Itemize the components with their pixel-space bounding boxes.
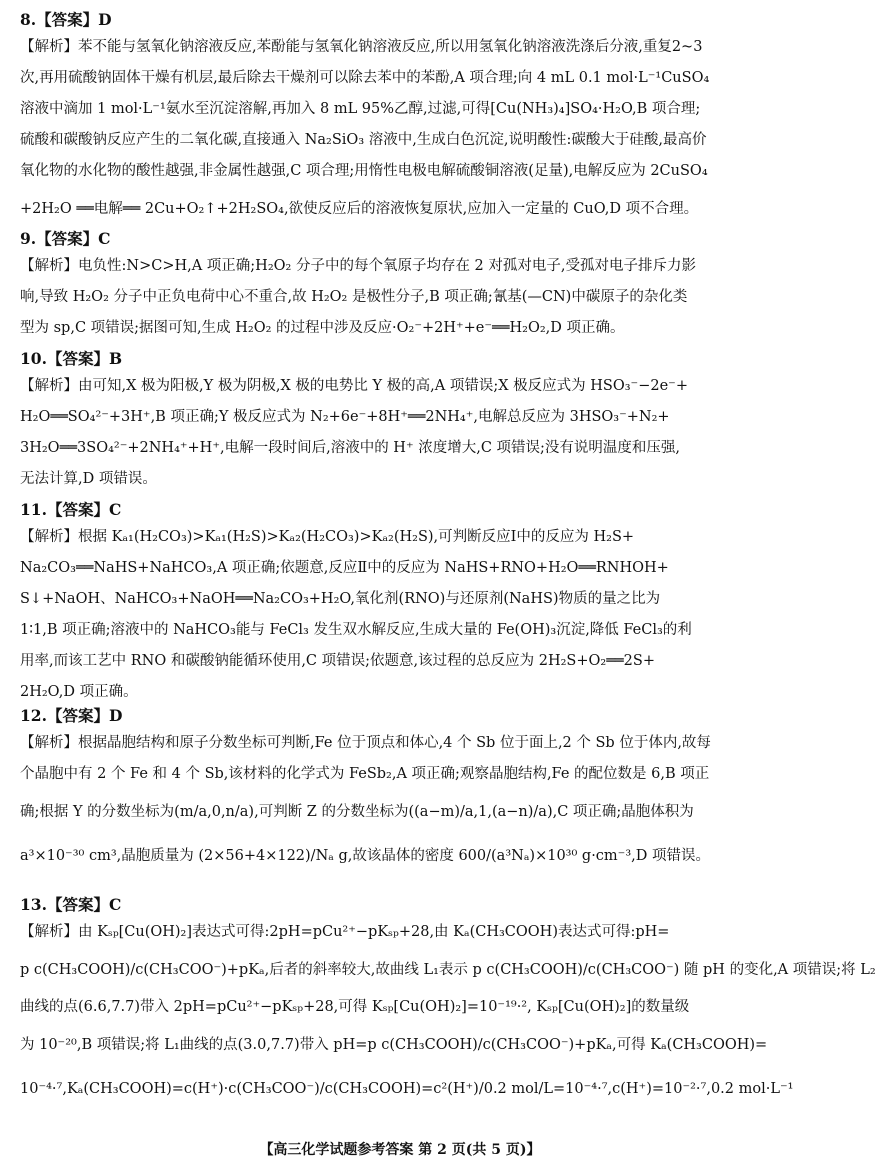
explanation-line: 【解析】由 Kₛₚ[Cu(OH)₂]表达式可得:2pH=pCu²⁺−pKₛₚ+28,由 Kₐ(CH₃COOH)表达式可得:pH= — [20, 924, 670, 940]
explanation-line: 10⁻⁴·⁷,Kₐ(CH₃COOH)=c(H⁺)·c(CH₃COO⁻)/c(CH₃COOH)=c²(H⁺)/0.2 mol/L=10⁻⁴·⁷,c(H⁺)=10⁻²·⁷,0.2 mol·L⁻¹ — [20, 1081, 794, 1097]
explanation-line: 无法计算,D 项错误。 — [20, 471, 157, 487]
answer-header: 13.【答案】C — [20, 895, 122, 914]
explanation-line: 3H₂O══3SO₄²⁻+2NH₄⁺+H⁺,电解一段时间后,溶液中的 H⁺ 浓度增大,C 项错误;没有说明温度和压强, — [20, 440, 681, 456]
explanation-line: 响,导致 H₂O₂ 分子中正负电荷中心不重合,故 H₂O₂ 是极性分子,B 项正确;氰基(—CN)中碳原子的杂化类 — [20, 289, 688, 305]
question-11 — [20, 498, 785, 708]
explanation-line: 曲线的点(6.6,7.7)带入 2pH=pCu²⁺−pKₛₚ+28,可得 Kₛₚ[Cu(OH)₂]=10⁻¹⁹·², Kₛₚ[Cu(OH)₂]的数量级 — [20, 999, 690, 1015]
question-8 — [20, 8, 785, 231]
answer-header: 10.【答案】B — [20, 349, 123, 368]
explanation-line: +2H₂O ══电解══ 2Cu+O₂↑+2H₂SO₄,欲使反应后的溶液恢复原状,应加入一定量的 CuO,D 项不合理。 — [20, 201, 699, 217]
explanation-line: p c(CH₃COOH)/c(CH₃COO⁻)+pKₐ,后者的斜率较大,故曲线 L₁表示 p c(CH₃COOH)/c(CH₃COO⁻) 随 pH 的变化,A 项错误;将 L₂ — [20, 962, 876, 978]
explanation-line: 个晶胞中有 2 个 Fe 和 4 个 Sb,该材料的化学式为 FeSb₂,A 项正确;观察晶胞结构,Fe 的配位数是 6,B 项正 — [20, 766, 710, 782]
answer-header: 8.【答案】D — [20, 10, 112, 29]
explanation-line: 为 10⁻²⁰,B 项错误;将 L₁曲线的点(3.0,7.7)带入 pH=p c(CH₃COOH)/c(CH₃COO⁻)+pKₐ,可得 Kₐ(CH₃COOH)= — [20, 1037, 768, 1053]
explanation-line: 次,再用硫酸钠固体干燥有机层,最后除去干燥剂可以除去苯中的苯酚,A 项合理;向 4 mL 0.1 mol·L⁻¹CuSO₄ — [20, 70, 710, 86]
explanation-line: 溶液中滴加 1 mol·L⁻¹氨水至沉淀溶解,再加入 8 mL 95%乙醇,过滤,可得[Cu(NH₃)₄]SO₄·H₂O,B 项合理; — [20, 101, 701, 117]
question-10 — [20, 347, 785, 495]
explanation-line: 用率,而该工艺中 RNO 和碳酸钠能循环使用,C 项错误;依题意,该过程的总反应为 2H₂S+O₂══2S+ — [20, 653, 655, 669]
explanation-line: 1∶1,B 项正确;溶液中的 NaHCO₃能与 FeCl₃ 发生双水解反应,生成大量的 Fe(OH)₃沉淀,降低 FeCl₃的利 — [20, 622, 692, 638]
explanation-line: 【解析】根据晶胞结构和原子分数坐标可判断,Fe 位于顶点和体心,4 个 Sb 位于面上,2 个 Sb 位于体内,故每 — [20, 735, 711, 751]
explanation-line: S↓+NaOH、NaHCO₃+NaOH══Na₂CO₃+H₂O,氧化剂(RNO)与还原剂(NaHS)物质的量之比为 — [20, 591, 661, 607]
explanation-line: 2H₂O,D 项正确。 — [20, 684, 138, 700]
explanation-line: 【解析】苯不能与氢氧化钠溶液反应,苯酚能与氢氧化钠溶液反应,所以用氢氧化钠溶液洗涤后分液,重复2~3 — [20, 39, 703, 55]
explanation-line: 确;根据 Y 的分数坐标为(m/a,0,n/a),可判断 Z 的分数坐标为((a−m)/a,1,(a−n)/a),C 项正确;晶胞体积为 — [20, 804, 694, 820]
answer-header: 12.【答案】D — [20, 706, 123, 725]
question-9 — [20, 227, 785, 344]
explanation-line: 【解析】由可知,X 极为阳极,Y 极为阴极,X 极的电势比 Y 极的高,A 项错误;X 极反应式为 HSO₃⁻−2e⁻+ — [20, 378, 688, 394]
explanation-line: Na₂CO₃══NaHS+NaHCO₃,A 项正确;依题意,反应Ⅱ中的反应为 NaHS+RNO+H₂O══RNHOH+ — [20, 560, 669, 576]
answer-header: 11.【答案】C — [20, 500, 122, 519]
question-13 — [20, 893, 876, 1111]
page-footer: 【高三化学试题参考答案 第 2 页(共 5 页)】 — [259, 1142, 541, 1158]
answer-header: 9.【答案】C — [20, 229, 111, 248]
explanation-line: a³×10⁻³⁰ cm³,晶胞质量为 (2×56+4×122)/Nₐ g,故该晶体的密度 600/(a³Nₐ)×10³⁰ g·cm⁻³,D 项错误。 — [20, 848, 710, 864]
explanation-line: 【解析】电负性:N>C>H,A 项正确;H₂O₂ 分子中的每个氧原子均存在 2 对孤对电子,受孤对电子排斥力影 — [20, 258, 697, 274]
explanation-line: 硫酸和碳酸钠反应产生的二氧化碳,直接通入 Na₂SiO₃ 溶液中,生成白色沉淀,说明酸性:碳酸大于硅酸,最高价 — [20, 132, 707, 148]
explanation-line: 【解析】根据 Kₐ₁(H₂CO₃)>Kₐ₁(H₂S)>Kₐ₂(H₂CO₃)>Kₐ₂(H₂S),可判断反应Ⅰ中的反应为 H₂S+ — [20, 529, 635, 545]
explanation-line: H₂O══SO₄²⁻+3H⁺,B 项正确;Y 极反应式为 N₂+6e⁻+8H⁺══2NH₄⁺,电解总反应为 3HSO₃⁻+N₂+ — [20, 409, 670, 425]
question-12 — [20, 704, 785, 878]
explanation-line: 型为 sp,C 项错误;据图可知,生成 H₂O₂ 的过程中涉及反应·O₂⁻+2H⁺+e⁻══H₂O₂,D 项正确。 — [20, 320, 625, 336]
explanation-line: 氧化物的水化物的酸性越强,非金属性越强,C 项合理;用惰性电极电解硫酸铜溶液(足量),电解反应为 2CuSO₄ — [20, 163, 708, 179]
